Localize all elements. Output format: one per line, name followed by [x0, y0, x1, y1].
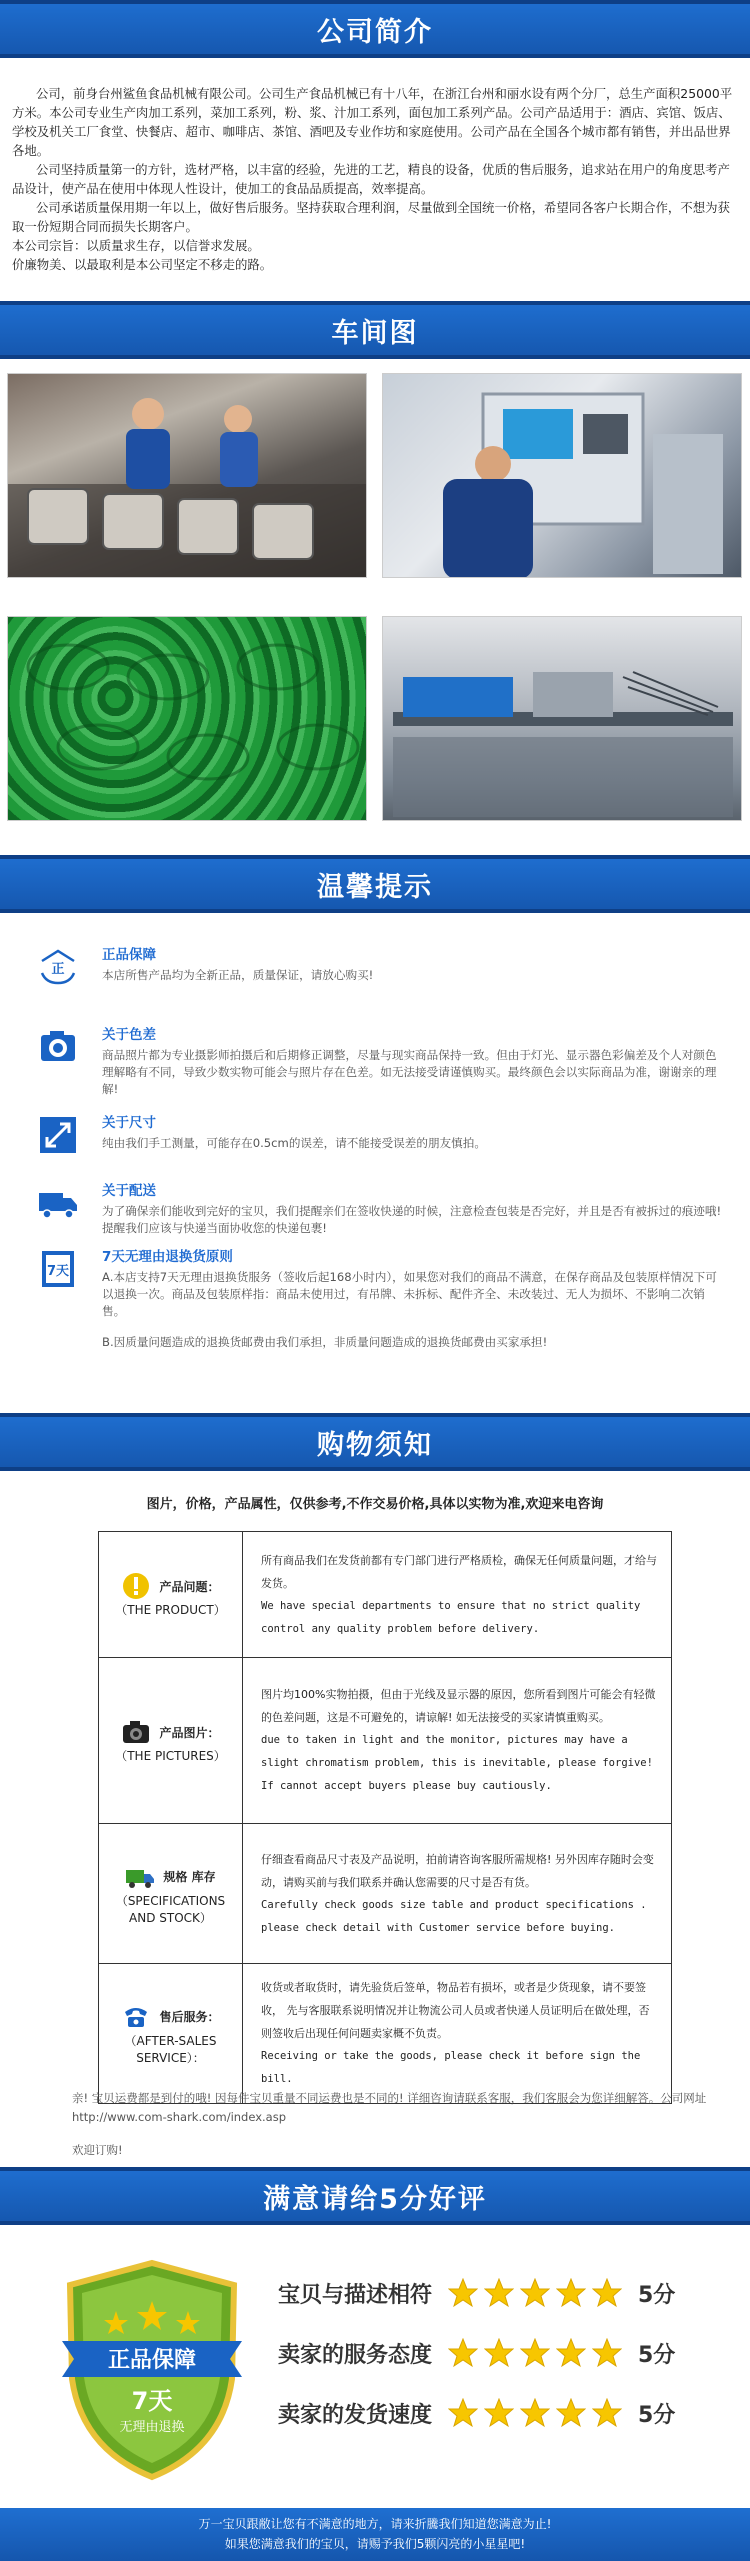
table-row	[99, 1964, 672, 2104]
star-icon[interactable]	[520, 2278, 550, 2308]
section-title-rating: 满意请给5分好评	[263, 2183, 487, 2215]
section-banner-tips	[0, 855, 750, 913]
footer-line: 如果您满意我们的宝贝，请赐予我们5颗闪亮的小星星吧!	[224, 2537, 526, 2551]
footer-bar	[0, 2508, 750, 2561]
rating-label: 卖家的发货速度	[278, 2402, 433, 2428]
section-banner-intro	[0, 0, 750, 58]
svg-text:正: 正	[51, 962, 65, 977]
intro-paragraph: 公司坚持质量第一的方针，选材严格，以丰富的经验，先进的工艺，精良的设备，优质的售后服务，追求站在用户的角度思考产品设计，使产品在使用中体现人性设计，使加工的食品品质提高，效率提高。	[12, 162, 730, 196]
rating-label: 卖家的服务态度	[278, 2342, 433, 2368]
badge-title: 正品保障	[107, 2348, 197, 2373]
star-icon[interactable]	[448, 2398, 478, 2428]
workshop-photo-green-parts	[7, 616, 367, 821]
tip-title: 关于尺寸	[102, 1115, 156, 1131]
star-rating[interactable]	[448, 2398, 628, 2428]
return-7day-icon	[38, 1249, 78, 1289]
table-row	[99, 1532, 672, 1658]
truck-icon	[125, 1862, 155, 1892]
tip-title: 关于色差	[102, 1027, 156, 1043]
green-parts-illustration	[8, 617, 367, 821]
row-label-en: （AFTER-SALES SERVICE）：	[124, 2033, 217, 2065]
rating-row	[278, 2323, 675, 2383]
assembly-line-illustration	[8, 374, 367, 578]
rating-label: 宝贝与描述相符	[278, 2282, 433, 2308]
row-label-en: （THE PICTURES）	[115, 1749, 226, 1763]
footer-line: 万一宝贝跟敝让您有不满意的地方，请来折騰我们知道您满意为止!	[198, 2517, 552, 2531]
row-label: 产品图片：	[159, 1725, 220, 1740]
cnc-machine-illustration	[383, 374, 742, 578]
genuine-icon	[38, 947, 78, 987]
row-label: 产品问题：	[159, 1579, 220, 1594]
rating-rows	[278, 2263, 675, 2443]
star-icon[interactable]	[448, 2338, 478, 2368]
tip-note-b: B.因质量问题造成的退换货邮费由我们承担，非质量问题造成的退换货邮费由买家承担!	[102, 1335, 548, 1349]
star-icon[interactable]	[592, 2338, 622, 2368]
parts-bench-illustration	[383, 617, 742, 821]
workshop-photo-cnc-machine	[382, 373, 742, 578]
company-intro	[0, 58, 750, 301]
row-label-en: （THE PRODUCT）	[115, 1603, 226, 1617]
row-text-en: We have special departments to ensure that no strict quality control any quality problem before delivery.	[261, 1599, 641, 1635]
shopping-table	[98, 1531, 672, 2104]
row-label: 售后服务：	[159, 2010, 220, 2024]
star-icon[interactable]	[592, 2278, 622, 2308]
star-icon[interactable]	[448, 2278, 478, 2308]
tip-delivery	[28, 1179, 728, 1245]
star-icon[interactable]	[520, 2398, 550, 2428]
star-icon[interactable]	[484, 2278, 514, 2308]
camera-icon	[121, 1717, 151, 1747]
tips-list	[0, 913, 750, 1413]
tip-color-difference	[28, 1023, 728, 1111]
workshop-gallery	[0, 359, 750, 855]
tip-title: 正品保障	[102, 947, 156, 963]
row-label: 规格 库存	[163, 1870, 216, 1884]
badge-sub: 无理由退换	[119, 2420, 185, 2435]
rating-section	[0, 2225, 750, 2531]
table-row	[99, 1658, 672, 1824]
star-icon[interactable]	[556, 2398, 586, 2428]
shopping-notice	[0, 1471, 750, 2167]
section-banner-workshop	[0, 301, 750, 359]
workshop-photo-assembly-line	[7, 373, 367, 578]
rating-score: 5分	[638, 2342, 676, 2368]
row-text-cn: 仔细查看商品尺寸表及产品说明，拍前请咨询客服所需规格! 另外因库存随时会变动，请购买前与我们联系并确认您需要的尺寸是否有货。	[261, 1852, 654, 1889]
star-icon[interactable]	[556, 2338, 586, 2368]
section-title-workshop: 车间图	[331, 317, 419, 349]
table-row	[99, 1824, 672, 1964]
tip-text: 纯由我们手工测量，可能存在0.5cm的误差，请不能接受误差的朋友慎拍。	[102, 1136, 486, 1150]
intro-paragraph: 价廉物美、以最取利是本公司坚定不移走的路。	[12, 257, 273, 272]
star-icon[interactable]	[484, 2338, 514, 2368]
return-7day-icon-text: 7天	[46, 1264, 70, 1279]
truck-icon	[38, 1183, 78, 1223]
tip-7day-return	[28, 1245, 728, 1405]
phone-icon	[121, 2002, 151, 2032]
section-banner-shopping	[0, 1413, 750, 1471]
shipping-note: 亲! 宝贝运费都是到付的哦! 因每件宝贝重量不同运费也是不同的! 详细咨询请联系客服，我们客服会为您详细解答。公司网址http://www.com-shark.com/index.asp	[72, 2091, 707, 2124]
star-rating[interactable]	[448, 2278, 628, 2308]
section-title-shopping: 购物须知	[317, 1429, 433, 1461]
camera-icon	[38, 1027, 78, 1067]
workshop-photo-parts-bench	[382, 616, 742, 821]
section-title-tips: 温馨提示	[317, 871, 433, 903]
star-icon[interactable]	[592, 2398, 622, 2428]
badge-days: 7天	[131, 2387, 173, 2415]
intro-paragraph: 本公司宗旨：以质量求生存，以信誉求发展。	[12, 238, 260, 253]
star-icon[interactable]	[556, 2278, 586, 2308]
section-banner-rating	[0, 2167, 750, 2225]
tip-title: 7天无理由退换货原则	[102, 1249, 233, 1265]
shopping-header: 图片，价格，产品属性，仅供参考,不作交易价格,具体以实物为准,欢迎来电咨询	[146, 1497, 604, 1512]
tip-text: A.本店支持7天无理由退换货服务（签收后起168小时内），如果您对我们的商品不满意，在保存商品及包装原样情况下可以退换一次。商品及包装原样指：商品未使用过，有吊牌、未拆标、配件齐全、未改装过、无人为损坏、不影响二次销售。	[102, 1270, 717, 1318]
row-text-cn: 图片均100%实物拍摄，但由于光线及显示器的原因，您所看到图片可能会有轻微的色差问题，这是不可避免的，请谅解! 如无法接受的买家请慎重购买。	[261, 1688, 656, 1724]
tip-size	[28, 1111, 728, 1179]
row-text-cn: 所有商品我们在发货前都有专门部门进行严格质检，确保无任何质量问题，才给与发货。	[261, 1553, 657, 1590]
row-text-en: Receiving or take the goods, please check it before sign the bill.	[261, 2050, 641, 2085]
resize-icon	[38, 1115, 78, 1155]
guarantee-shield-badge	[62, 2259, 242, 2481]
star-icon[interactable]	[484, 2398, 514, 2428]
shopping-footer	[72, 2089, 712, 2160]
rating-score: 5分	[638, 2282, 676, 2308]
rating-row	[278, 2263, 675, 2323]
rating-score: 5分	[638, 2402, 676, 2428]
row-text-en: Carefully check goods size table and product specifications . please check detail with Customer service before buying.	[261, 1898, 647, 1934]
tip-title: 关于配送	[102, 1183, 156, 1199]
row-text-en: due to taken in light and the monitor, pictures may have a slight chromatism problem, this is inevitable, please forgive! If cannot accept buyers please buy cautiously.	[261, 1734, 653, 1792]
star-icon[interactable]	[520, 2338, 550, 2368]
rating-row	[278, 2383, 675, 2443]
intro-paragraph: 公司承诺质量保用期一年以上，做好售后服务。坚持获取合理利润，尽量做到全国统一价格，希望同各客户长期合作，不想为获取一份短期合同而损失长期客户。	[12, 200, 730, 234]
tip-text: 为了确保亲们能收到完好的宝贝，我们提醒亲们在签收快递的时候，注意检查包装是否完好，并且是否有被拆过的痕迹哦!提醒我们应该与快递当面协收您的快递包裹!	[102, 1204, 722, 1235]
star-rating[interactable]	[448, 2338, 628, 2368]
row-text-cn: 收货或者取货时，请先验货后签单，物品若有损坏，或者是少货现象，请不要签收， 先与客服联系说明情况并让物流公司人员或者快递人员证明后在做处理，否则签收后出现任何问题卖家概不负责。	[261, 1981, 650, 2040]
warning-icon	[121, 1571, 151, 1601]
row-label-en: （SPECIFICATIONS AND STOCK）	[115, 1893, 226, 1925]
thanks-note: 欢迎订购!	[72, 2143, 123, 2157]
section-title-intro: 公司简介	[317, 16, 433, 48]
tip-text: 本店所售产品均为全新正品，质量保证，请放心购买!	[102, 968, 374, 982]
intro-paragraph: 公司，前身台州鲨鱼食品机械有限公司。公司生产食品机械已有十八年，在浙江台州和丽水设有两个分厂，总生产面积25000平方米。本公司专业生产肉加工系列，菜加工系列，粉、浆、汁加工系列，面包加工系列产品。公司产品适用于：酒店、宾馆、饭店、学校及机关工厂食堂、快餐店、超市、咖啡店、茶馆、酒吧及专业作坊和家庭使用。公司产品在全国各个城市都有销售，并出品世界各地。	[12, 86, 733, 158]
tip-text: 商品照片都为专业摄影师拍摄后和后期修正调整，尽量与现实商品保持一致。但由于灯光、显示器色彩偏差及个人对颜色理解略有不同，导致少数实物可能会与照片存在色差。如无法接受请谨慎购买。最终颜色会以实际商品为准，谢谢亲的理解!	[102, 1048, 717, 1096]
tip-genuine	[28, 943, 728, 1023]
